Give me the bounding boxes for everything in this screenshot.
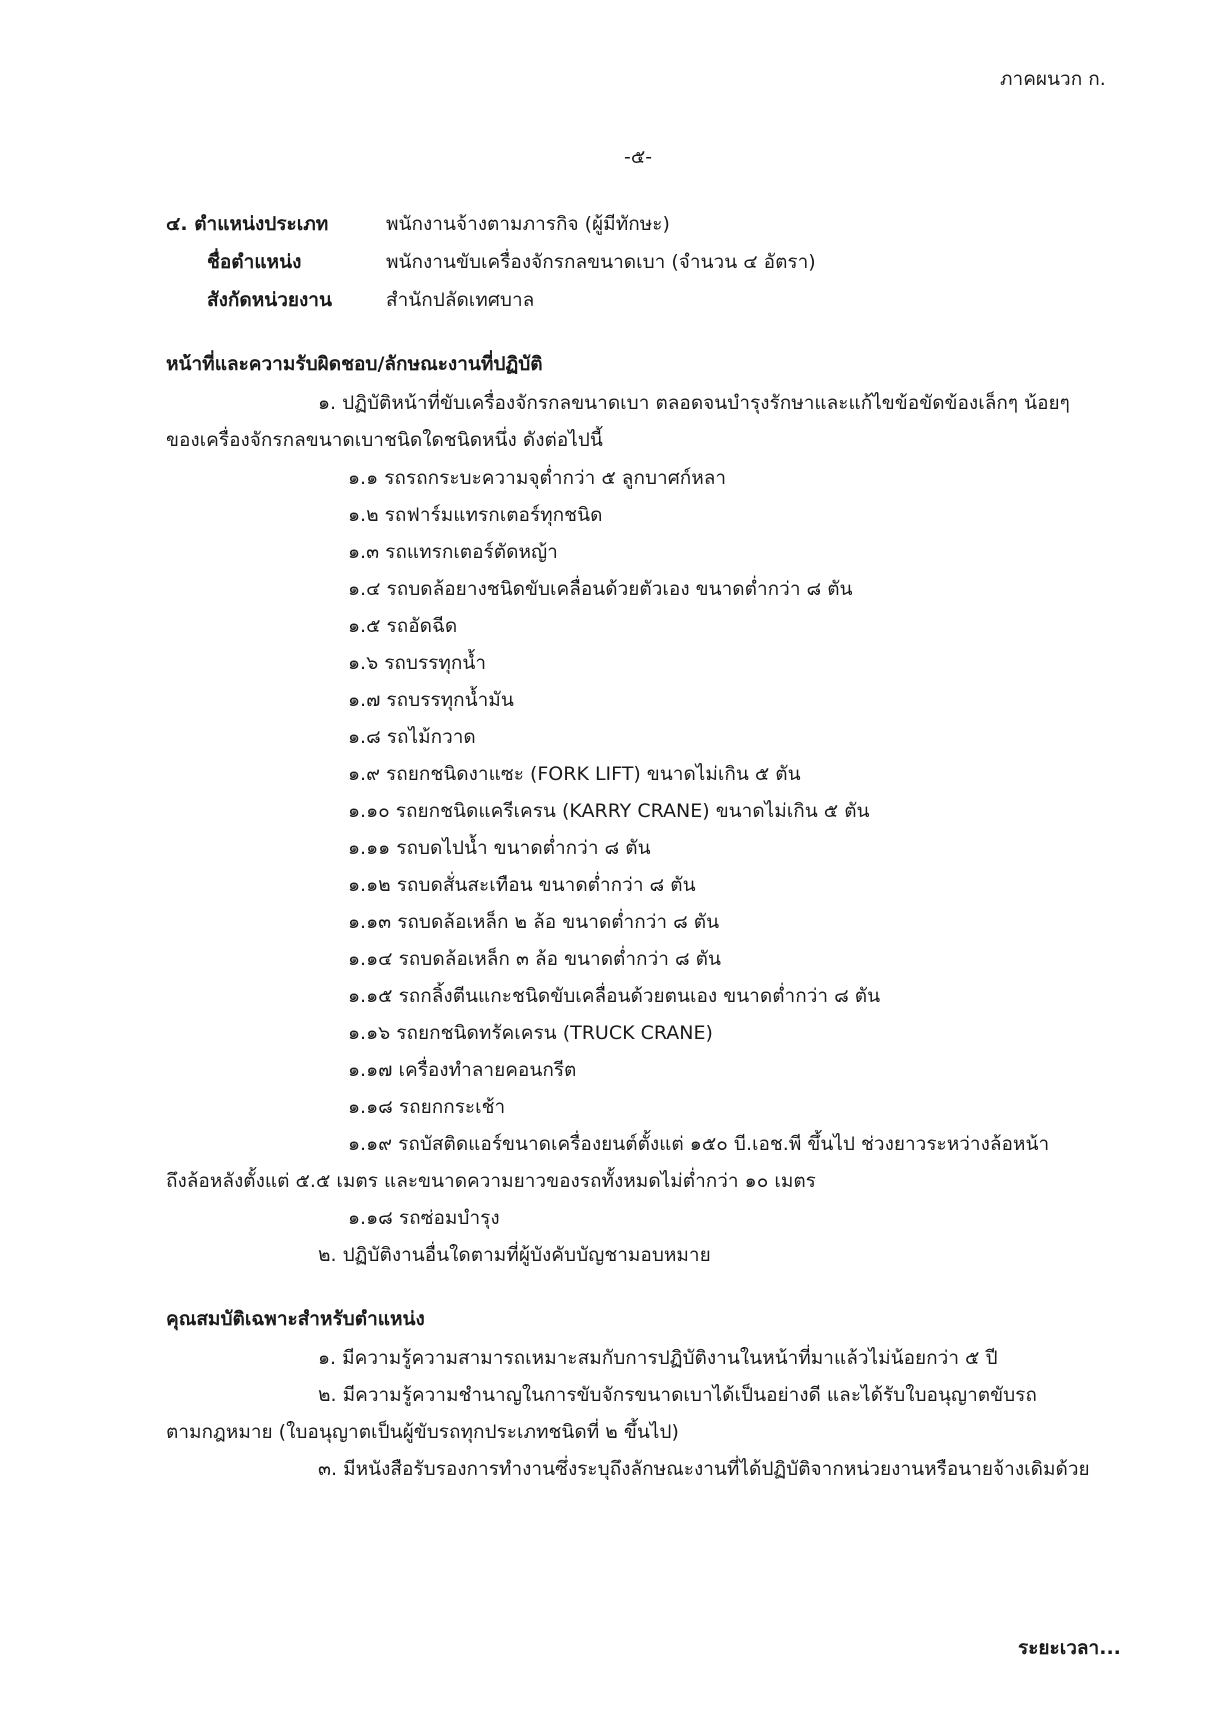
qualifications-heading: คุณสมบัติเฉพาะสำหรับตำแหน่ง xyxy=(166,1308,425,1330)
duty-subitem: ๑.๓ รถแทรกเตอร์ตัดหญ้า xyxy=(348,541,558,563)
continuation-text: ระยะเวลา... xyxy=(1018,1637,1121,1659)
duty-subitem: ๑.๕ รถอัดฉีด xyxy=(348,615,458,637)
duty-item-2: ๒. ปฏิบัติงานอื่นใดตามที่ผู้บังคับบัญชามอบหมาย xyxy=(318,1244,711,1266)
page-number: -๕- xyxy=(624,146,653,168)
position-name-value: พนักงานขับเครื่องจักรกลขนาดเบา (จำนวน ๔ อัตรา) xyxy=(386,251,816,273)
duty-subitem-bus-continued: ถึงล้อหลังตั้งแต่ ๕.๕ เมตร และขนาดความยาวของรถทั้งหมดไม่ต่ำกว่า ๑๐ เมตร xyxy=(166,1170,816,1192)
duty-subitem: ๑.๖ รถบรรทุกน้ำ xyxy=(348,652,487,674)
duty-subitem-repair: ๑.๑๘ รถซ่อมบำรุง xyxy=(348,1207,500,1229)
duty-item-1: ๑. ปฏิบัติหน้าที่ขับเครื่องจักรกลขนาดเบา ตลอดจนบำรุงรักษาและแก้ไขข้อขัดข้องเล็กๆ น้อยๆ xyxy=(318,392,1070,414)
duty-subitem: ๑.๒ รถฟาร์มแทรกเตอร์ทุกชนิด xyxy=(348,504,603,526)
duty-item-1-continued: ของเครื่องจักรกลขนาดเบาชนิดใดชนิดหนึ่ง ดังต่อไปนี้ xyxy=(166,429,603,451)
duty-subitem: ๑.๑๕ รถกลิ้งตีนแกะชนิดขับเคลื่อนด้วยตนเอง ขนาดต่ำกว่า ๘ ตัน xyxy=(348,985,881,1007)
qualification-2: ๒. มีความรู้ความชำนาญในการขับจักรขนาดเบาได้เป็นอย่างดี และได้รับใบอนุญาตขับรถ xyxy=(318,1384,1037,1406)
duty-subitem: ๑.๑๑ รถบดไปน้ำ ขนาดต่ำกว่า ๘ ตัน xyxy=(348,837,651,859)
duty-subitem: ๑.๑๘ รถยกกระเช้า xyxy=(348,1096,506,1118)
duty-subitem: ๑.๗ รถบรรทุกน้ำมัน xyxy=(348,689,514,711)
qualification-2-continued: ตามกฎหมาย (ใบอนุญาตเป็นผู้ขับรถทุกประเภทชนิดที่ ๒ ขึ้นไป) xyxy=(166,1421,679,1443)
department-value: สำนักปลัดเทศบาล xyxy=(386,289,535,311)
qualification-3: ๓. มีหนังสือรับรองการทำงานซึ่งระบุถึงลักษณะงานที่ได้ปฏิบัติจากหน่วยงานหรือนายจ้างเดิมด้วย xyxy=(318,1458,1090,1480)
duty-subitem: ๑.๔ รถบดล้อยางชนิดขับเคลื่อนด้วยตัวเอง ขนาดต่ำกว่า ๘ ตัน xyxy=(348,578,853,600)
duties-heading: หน้าที่และความรับผิดชอบ/ลักษณะงานที่ปฏิบัติ xyxy=(166,353,543,375)
duty-subitem: ๑.๑ รถรถกระบะความจุต่ำกว่า ๕ ลูกบาศก์หลา xyxy=(348,467,727,489)
annex-label: ภาคผนวก ก. xyxy=(1000,68,1106,90)
position-type-label: ๔. ตำแหน่งประเภท xyxy=(166,213,329,235)
qualification-1: ๑. มีความรู้ความสามารถเหมาะสมกับการปฏิบัติงานในหน้าที่มาแล้วไม่น้อยกว่า ๕ ปี xyxy=(318,1347,998,1369)
position-type-value: พนักงานจ้างตามภารกิจ (ผู้มีทักษะ) xyxy=(386,213,670,235)
duty-subitem: ๑.๙ รถยกชนิดงาแซะ (FORK LIFT) ขนาดไม่เกิน ๕ ตัน xyxy=(348,763,801,785)
duty-subitem: ๑.๑๓ รถบดล้อเหล็ก ๒ ล้อ ขนาดต่ำกว่า ๘ ตัน xyxy=(348,911,720,933)
duty-subitem: ๑.๑๖ รถยกชนิดทรัคเครน (TRUCK CRANE) xyxy=(348,1022,713,1044)
duty-subitem: ๑.๑๐ รถยกชนิดแครีเครน (KARRY CRANE) ขนาดไม่เกิน ๕ ตัน xyxy=(348,800,870,822)
duty-subitem: ๑.๑๗ เครื่องทำลายคอนกรีต xyxy=(348,1059,577,1081)
duty-subitem-bus: ๑.๑๙ รถบัสติดแอร์ขนาดเครื่องยนต์ตั้งแต่ ๑๕๐ บี.เอช.พี ขึ้นไป ช่วงยาวระหว่างล้อหน้า xyxy=(348,1133,1050,1155)
department-label: สังกัดหน่วยงาน xyxy=(207,289,332,311)
position-name-label: ชื่อตำแหน่ง xyxy=(207,251,302,273)
duty-subitem: ๑.๑๒ รถบดสั่นสะเทือน ขนาดต่ำกว่า ๘ ตัน xyxy=(348,874,696,896)
duty-subitem: ๑.๑๔ รถบดล้อเหล็ก ๓ ล้อ ขนาดต่ำกว่า ๘ ตัน xyxy=(348,948,721,970)
duty-subitem: ๑.๘ รถไม้กวาด xyxy=(348,726,476,748)
